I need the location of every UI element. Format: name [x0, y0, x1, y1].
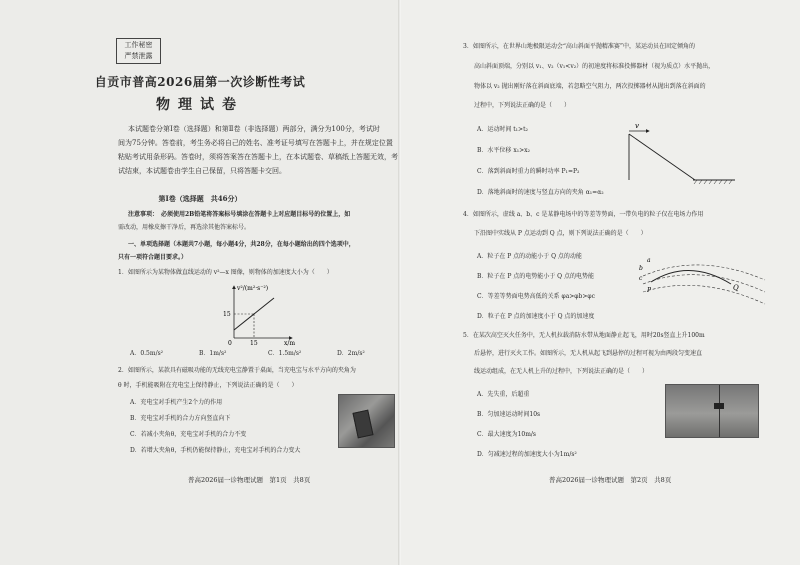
q2-phone-shape: [352, 410, 373, 439]
q2-option-b: B．充电宝对手机的合力方向竖直向下: [130, 415, 231, 422]
q5-option-b: B．匀加速运动时间10s: [477, 411, 541, 418]
q5-stem-line-3: 线运动组成，在无人机上升的过程中，下列说法正确的是（ ）: [474, 368, 649, 375]
right-page: [401, 0, 800, 565]
q3-ground-hatch: [694, 180, 732, 184]
q3-incline-slope: [629, 134, 695, 180]
q3-option-b: B．水平位移 x₁>x₂: [477, 147, 530, 154]
confidential-line-2: 严禁泄露: [124, 52, 153, 60]
q3-stem-line-1: 3．如图所示，在世界山地极限运动会“高山斜面平抛精准赛”中，某运动员在固定倾角的: [463, 43, 695, 50]
notes-line-2: 需改动，用橡皮擦干净后，再选涂其他答案标号。: [118, 224, 251, 231]
part-one-line-1: 一、单项选择题（本题共7小题，每小题4分，共28分，在每小题给出的四个选项中，: [128, 241, 355, 248]
q4-stem-line-1: 4．如图所示，虚线 a、b、c 是某静电场中的等差等势面，一带负电的粒子仅在电场力作用: [463, 211, 704, 218]
q1-options: [130, 350, 400, 358]
intro-line-1: 本试题卷分第Ⅰ卷（选择题）和第Ⅱ卷（非选择题）两部分，满分为100分，考试时: [128, 125, 380, 133]
q2-stem-line-2: θ 时，手机能吸附在充电宝上保持静止，下列说法正确的是（ ）: [118, 382, 298, 389]
right-page-footer: 普高2026届一诊物理试题 第2页 共8页: [549, 476, 672, 484]
q1-stem: 1．如图所示为某物体做直线运动的 v²—x 图像，则物体的加速度大小为（ ）: [118, 269, 333, 276]
subject-title: 物理试卷: [156, 97, 244, 113]
q1-option-d: D．2m/s²: [337, 350, 365, 357]
q1-origin: 0: [228, 340, 232, 347]
exam-title: 自贡市普高2026届第一次诊断性考试: [94, 75, 306, 89]
intro-line-2: 间为75分钟。答卷前，考生务必将自己的姓名、准考证号填写在答题卡上，并在规定位置: [118, 139, 393, 147]
q3-stem-line-3: 物体以 v₂ 抛出刚好落在斜面底端，若忽略空气阻力，两次投掷器材从抛出到落在斜面的: [474, 83, 706, 90]
q2-charger-photo: [338, 394, 395, 448]
q5-option-d: D．匀减速过程的加速度大小为1m/s²: [477, 451, 577, 458]
q5-option-c: C．最大速度为10m/s: [477, 431, 537, 438]
q3-option-d: D．落地斜面时的速度与竖直方向的夹角 α₁=α₂: [477, 189, 604, 196]
q3-stem-line-2: 高山斜面顶端，分别以 v₁、v₂（v₁<v₂）的初速度将标准投掷器材（视为质点）水平抛出，: [474, 63, 715, 70]
q2-option-c: C．若减小夹角θ，充电宝对手机的合力不变: [130, 431, 247, 438]
q4-option-a: A．粒子在 P 点的动能小于 Q 点的动能: [477, 253, 582, 260]
q2-option-a: A．充电宝对手机产生2个力的作用: [130, 399, 223, 406]
q3-option-c: C．落到斜面时重力的瞬时功率 P₁=P₂: [477, 168, 580, 175]
left-page-footer: 普高2026届一诊物理试题 第1页 共8页: [188, 476, 311, 484]
q4-equipotential-figure: [639, 248, 769, 310]
q5-option-a: A．先失重，后超重: [477, 391, 530, 398]
section-one-title: 第Ⅰ卷（选择题 共46分）: [158, 194, 242, 203]
q1-y-tick: 15: [223, 311, 231, 318]
q3-velocity-label: v: [635, 122, 639, 130]
q3-incline-figure: [623, 120, 743, 186]
q3-option-a: A．运动时间 t₁>t₂: [477, 126, 528, 133]
q5-drone-shape: [714, 403, 724, 409]
q2-option-d: D．若增大夹角θ，手机仍能保持静止，充电宝对手机的合力变大: [130, 447, 301, 454]
q4-trajectory: [651, 270, 731, 284]
q4-label-q: Q: [733, 284, 739, 292]
intro-line-4: 试结束，本试题卷由学生自己保留，只将答题卡交回。: [118, 167, 286, 175]
q4-stem-line-2: 下沿图中实线从 P 点运动到 Q 点，则下列说法正确的是（ ）: [474, 230, 647, 237]
q1-x-axis-label: x/m: [284, 340, 296, 347]
q2-stem-line-1: 2．如图所示，某款具有磁吸功能的无线充电宝静置于桌面，当充电宝与水平方向的夹角为: [118, 367, 356, 374]
q1-y-axis-label: v²/(m²·s⁻²): [237, 285, 269, 292]
q4-label-a: a: [647, 257, 651, 264]
q5-stem-line-1: 5．在某次高空灭火任务中，无人机拉载消防水带从地面静止起飞，用时20s竖直上升100m: [463, 332, 705, 339]
confidential-stamp: [116, 38, 161, 64]
q4-option-d: D．粒子在 P 点的加速度小于 Q 点的加速度: [477, 313, 595, 320]
q4-label-c: c: [639, 275, 643, 282]
part-one-line-2: 只有一项符合题目要求。）: [118, 254, 188, 261]
q4-label-p: P: [647, 287, 652, 294]
q3-stem-line-4: 过程中，下列说法正确的是（ ）: [474, 102, 571, 109]
q4-surface-b: [643, 275, 765, 292]
notes-line-1: 注意事项： 必须使用2B铅笔将答案标号填涂在答题卡上对应题目标号的位置上，如: [128, 211, 351, 218]
q4-option-c: C．等差等势面电势高低的关系 φa>φb>φc: [477, 293, 595, 300]
q4-label-b: b: [639, 265, 643, 272]
q4-surface-c: [643, 285, 765, 304]
q5-stem-line-2: 后悬停，进行灭火工作。如图所示，无人机从起飞到悬停的过程可视为由两段匀变速直: [474, 350, 703, 357]
q1-x-tick: 15: [250, 340, 258, 347]
confidential-line-1: 工作秘密: [124, 41, 153, 49]
intro-line-3: 粘贴考试用条形码。答卷时，须将答案答在答题卡上，在本试题卷、草稿纸上答题无效，考: [118, 153, 398, 161]
q1-option-b: B．1m/s²: [199, 350, 227, 357]
q1-v2-x-graph: [222, 282, 302, 347]
q5-drone-photo: [665, 384, 759, 438]
q4-option-b: B．粒子在 P 点的电势能小于 Q 点的电势能: [477, 273, 594, 280]
q1-option-a: A．0.5m/s²: [130, 350, 164, 357]
q1-option-c: C．1.5m/s²: [268, 350, 302, 357]
q5-hose-shape: [719, 385, 720, 437]
